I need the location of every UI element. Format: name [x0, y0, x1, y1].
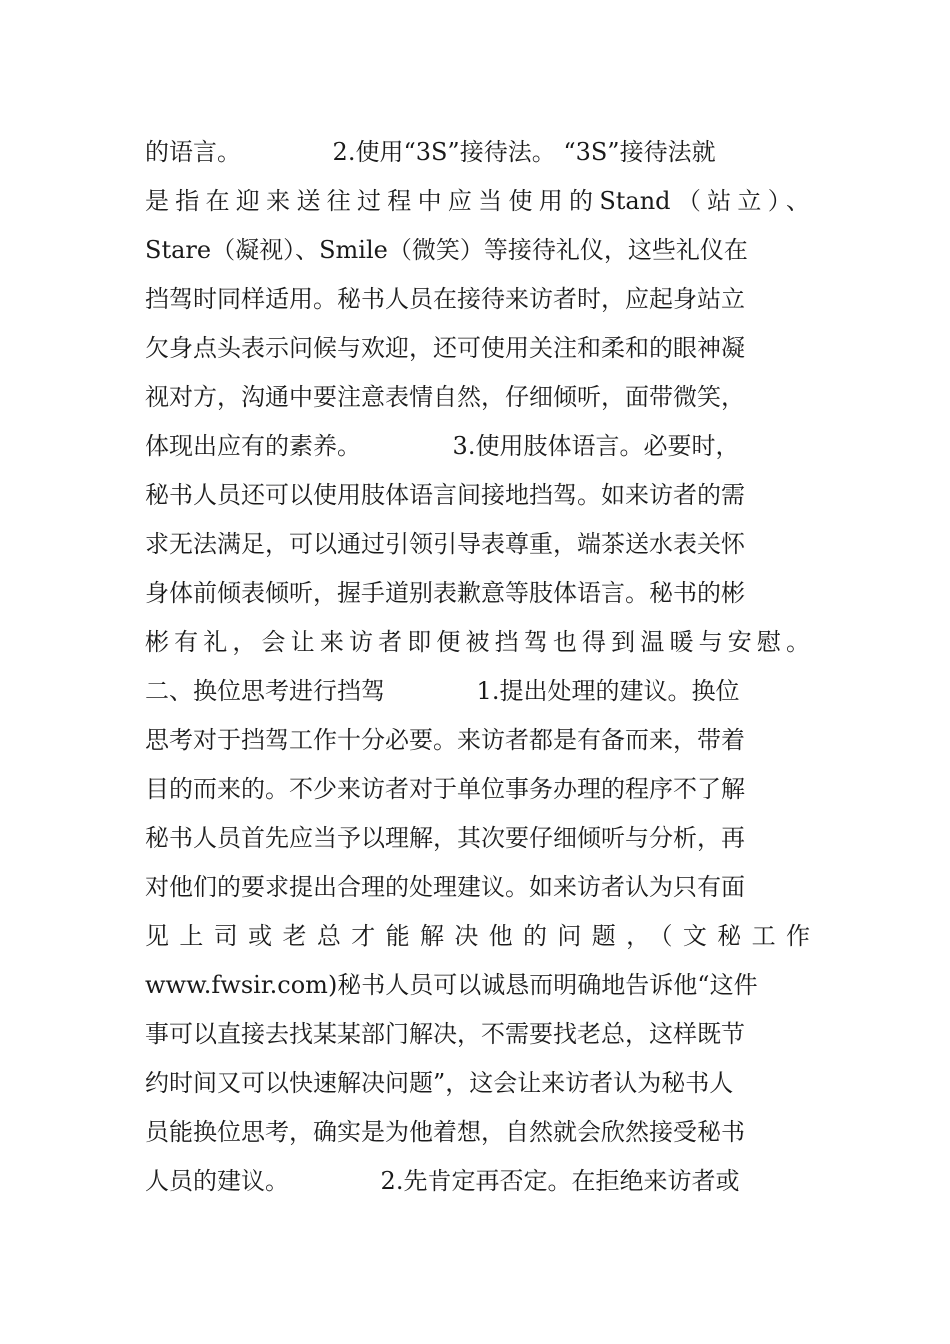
text-line-17: 见上司或老总才能解决他的问题，（文秘工作 [145, 922, 810, 950]
text-line-5: 欠身点头表示问候与欢迎，还可使用关注和柔和的眼神凝 [145, 334, 745, 362]
text-line-13: 思考对于挡驾工作十分必要。来访者都是有备而来，带着 [145, 726, 745, 754]
text-line-12: 二、换位思考进行挡驾 1.提出处理的建议。换位 [145, 677, 740, 705]
text-line-8: 秘书人员还可以使用肢体语言间接地挡驾。如来访者的需 [145, 481, 745, 509]
text-line-7: 体现出应有的素养。 3.使用肢体语言。必要时， [145, 432, 740, 460]
body-text [145, 128, 810, 1206]
text-line-16: 对他们的要求提出合理的处理建议。如来访者认为只有面 [145, 873, 745, 901]
text-line-1: 的语言。 2.使用“3S”接待法。 “3S”接待法就 [145, 138, 716, 166]
text-line-11: 彬有礼，会让来访者即便被挡驾也得到温暖与安慰。 [145, 628, 810, 656]
text-line-3: Stare（凝视）、Smile（微笑）等接待礼仪，这些礼仪在 [145, 236, 748, 264]
text-line-9: 求无法满足，可以通过引领引导表尊重，端茶送水表关怀 [145, 530, 745, 558]
text-line-4: 挡驾时同样适用。秘书人员在接待来访者时，应起身站立 [145, 285, 745, 313]
text-line-21: 员能换位思考，确实是为他着想，自然就会欣然接受秘书 [145, 1118, 745, 1146]
text-line-20: 约时间又可以快速解决问题”，这会让来访者认为秘书人 [145, 1069, 734, 1097]
text-line-14: 目的而来的。不少来访者对于单位事务办理的程序不了解 [145, 775, 745, 803]
text-line-10: 身体前倾表倾听，握手道别表歉意等肢体语言。秘书的彬 [145, 579, 745, 607]
text-line-2: 是指在迎来送往过程中应当使用的Stand（站立）、 [145, 187, 810, 215]
text-line-19: 事可以直接去找某某部门解决，不需要找老总，这样既节 [145, 1020, 745, 1048]
text-line-18: www.fwsir.com)秘书人员可以诚恳而明确地告诉他“这件 [145, 971, 758, 999]
text-line-15: 秘书人员首先应当予以理解，其次要仔细倾听与分析，再 [145, 824, 745, 852]
text-line-22: 人员的建议。 2.先肯定再否定。在拒绝来访者或 [145, 1167, 740, 1195]
text-line-6: 视对方，沟通中要注意表情自然，仔细倾听，面带微笑， [145, 383, 745, 411]
